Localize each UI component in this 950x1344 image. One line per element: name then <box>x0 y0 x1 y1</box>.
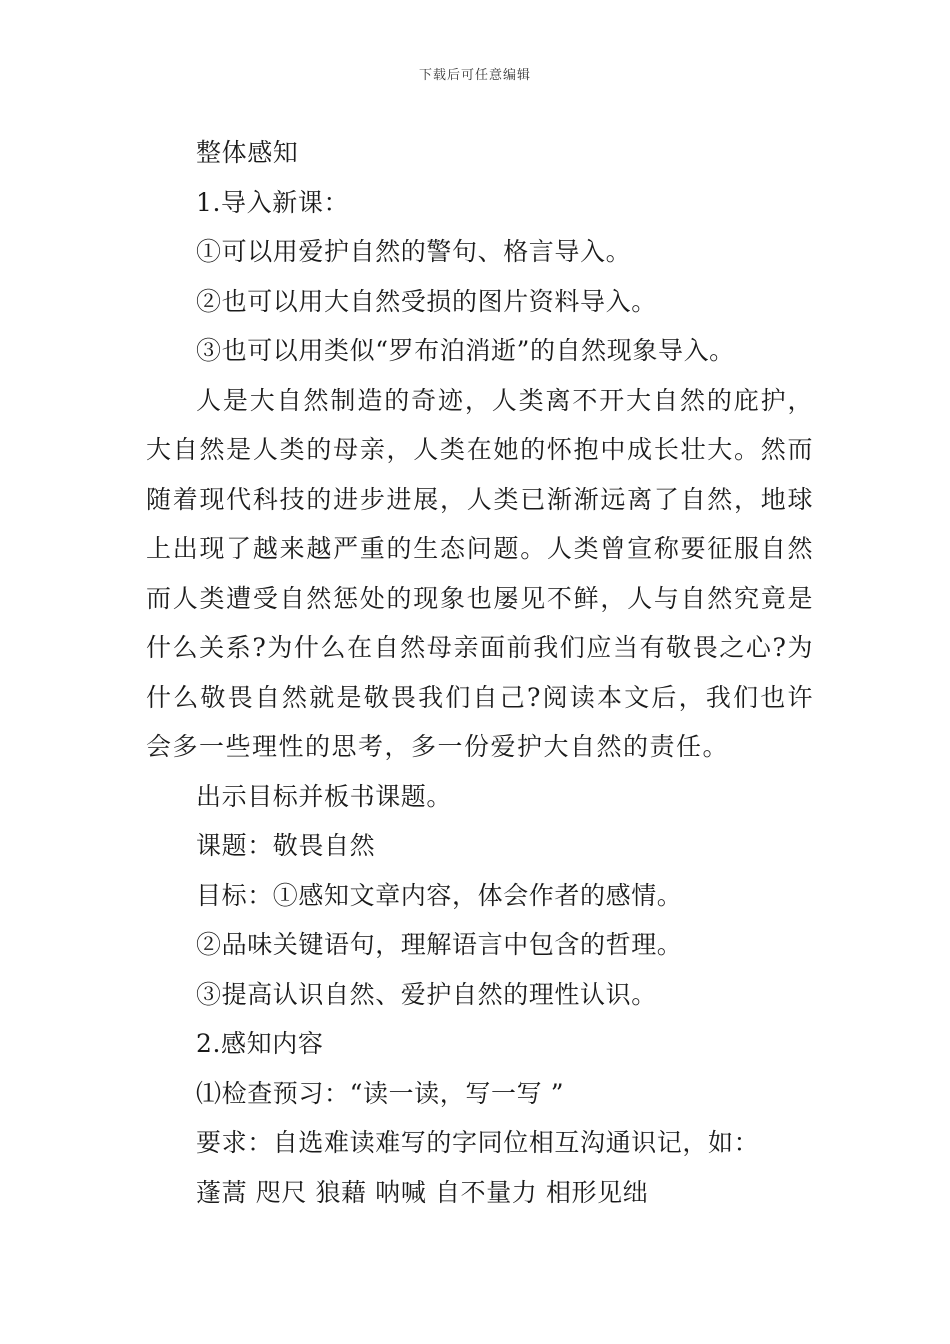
objective-line: 目标：①感知文章内容，体会作者的感情。 <box>196 880 683 910</box>
step-heading: 2.感知内容 <box>196 1029 324 1058</box>
objective-line: ②品味关键语句，理解语言中包含的哲理。 <box>196 930 683 959</box>
lesson-title: 课题：敬畏自然 <box>196 831 376 860</box>
intro-option: ①可以用爱护自然的警句、格言导入。 <box>196 237 632 266</box>
objective-line: ③提高认识自然、爱护自然的理性认识。 <box>196 979 657 1009</box>
intro-paragraph: 人是大自然制造的奇迹，人类离不开大自然的庇护，大自然是人类的母亲，人类在她的怀抱中成长壮大。然而随着现代科技的进步进展，人类已渐渐远离了自然，地球上出现了越来越严重的生态问题。人类曾宣称要征服自然而人类遭受自然惩处的现象也屡见不鲜，人与自然究竟是什么关系?为什么在自然母亲面前我们应当有敬畏之心?为什么敬畏自然就是敬畏我们自己?阅读本文后，我们也许会多一些理性的思考，多一份爱护大自然的责任。 <box>146 385 814 761</box>
text-line: 要求：自选难读难写的字同位相互沟通识记，如： <box>196 1128 760 1157</box>
text-line: ⑴检查预习：“读一读，写一写 ” <box>196 1078 565 1108</box>
page-header: 下载后可任意编辑 <box>418 68 531 83</box>
step-heading: 1.导入新课： <box>196 187 350 217</box>
vocabulary-line: 蓬蒿 咫尺 狼藉 呐喊 自不量力 相形见绌 <box>196 1177 649 1207</box>
document-body <box>146 128 814 1217</box>
text-line: 出示目标并板书课题。 <box>196 781 453 811</box>
section-heading: 整体感知 <box>196 138 299 167</box>
intro-option: ③也可以用类似“罗布泊消逝”的自然现象导入。 <box>196 336 735 365</box>
intro-option: ②也可以用大自然受损的图片资料导入。 <box>196 286 657 316</box>
